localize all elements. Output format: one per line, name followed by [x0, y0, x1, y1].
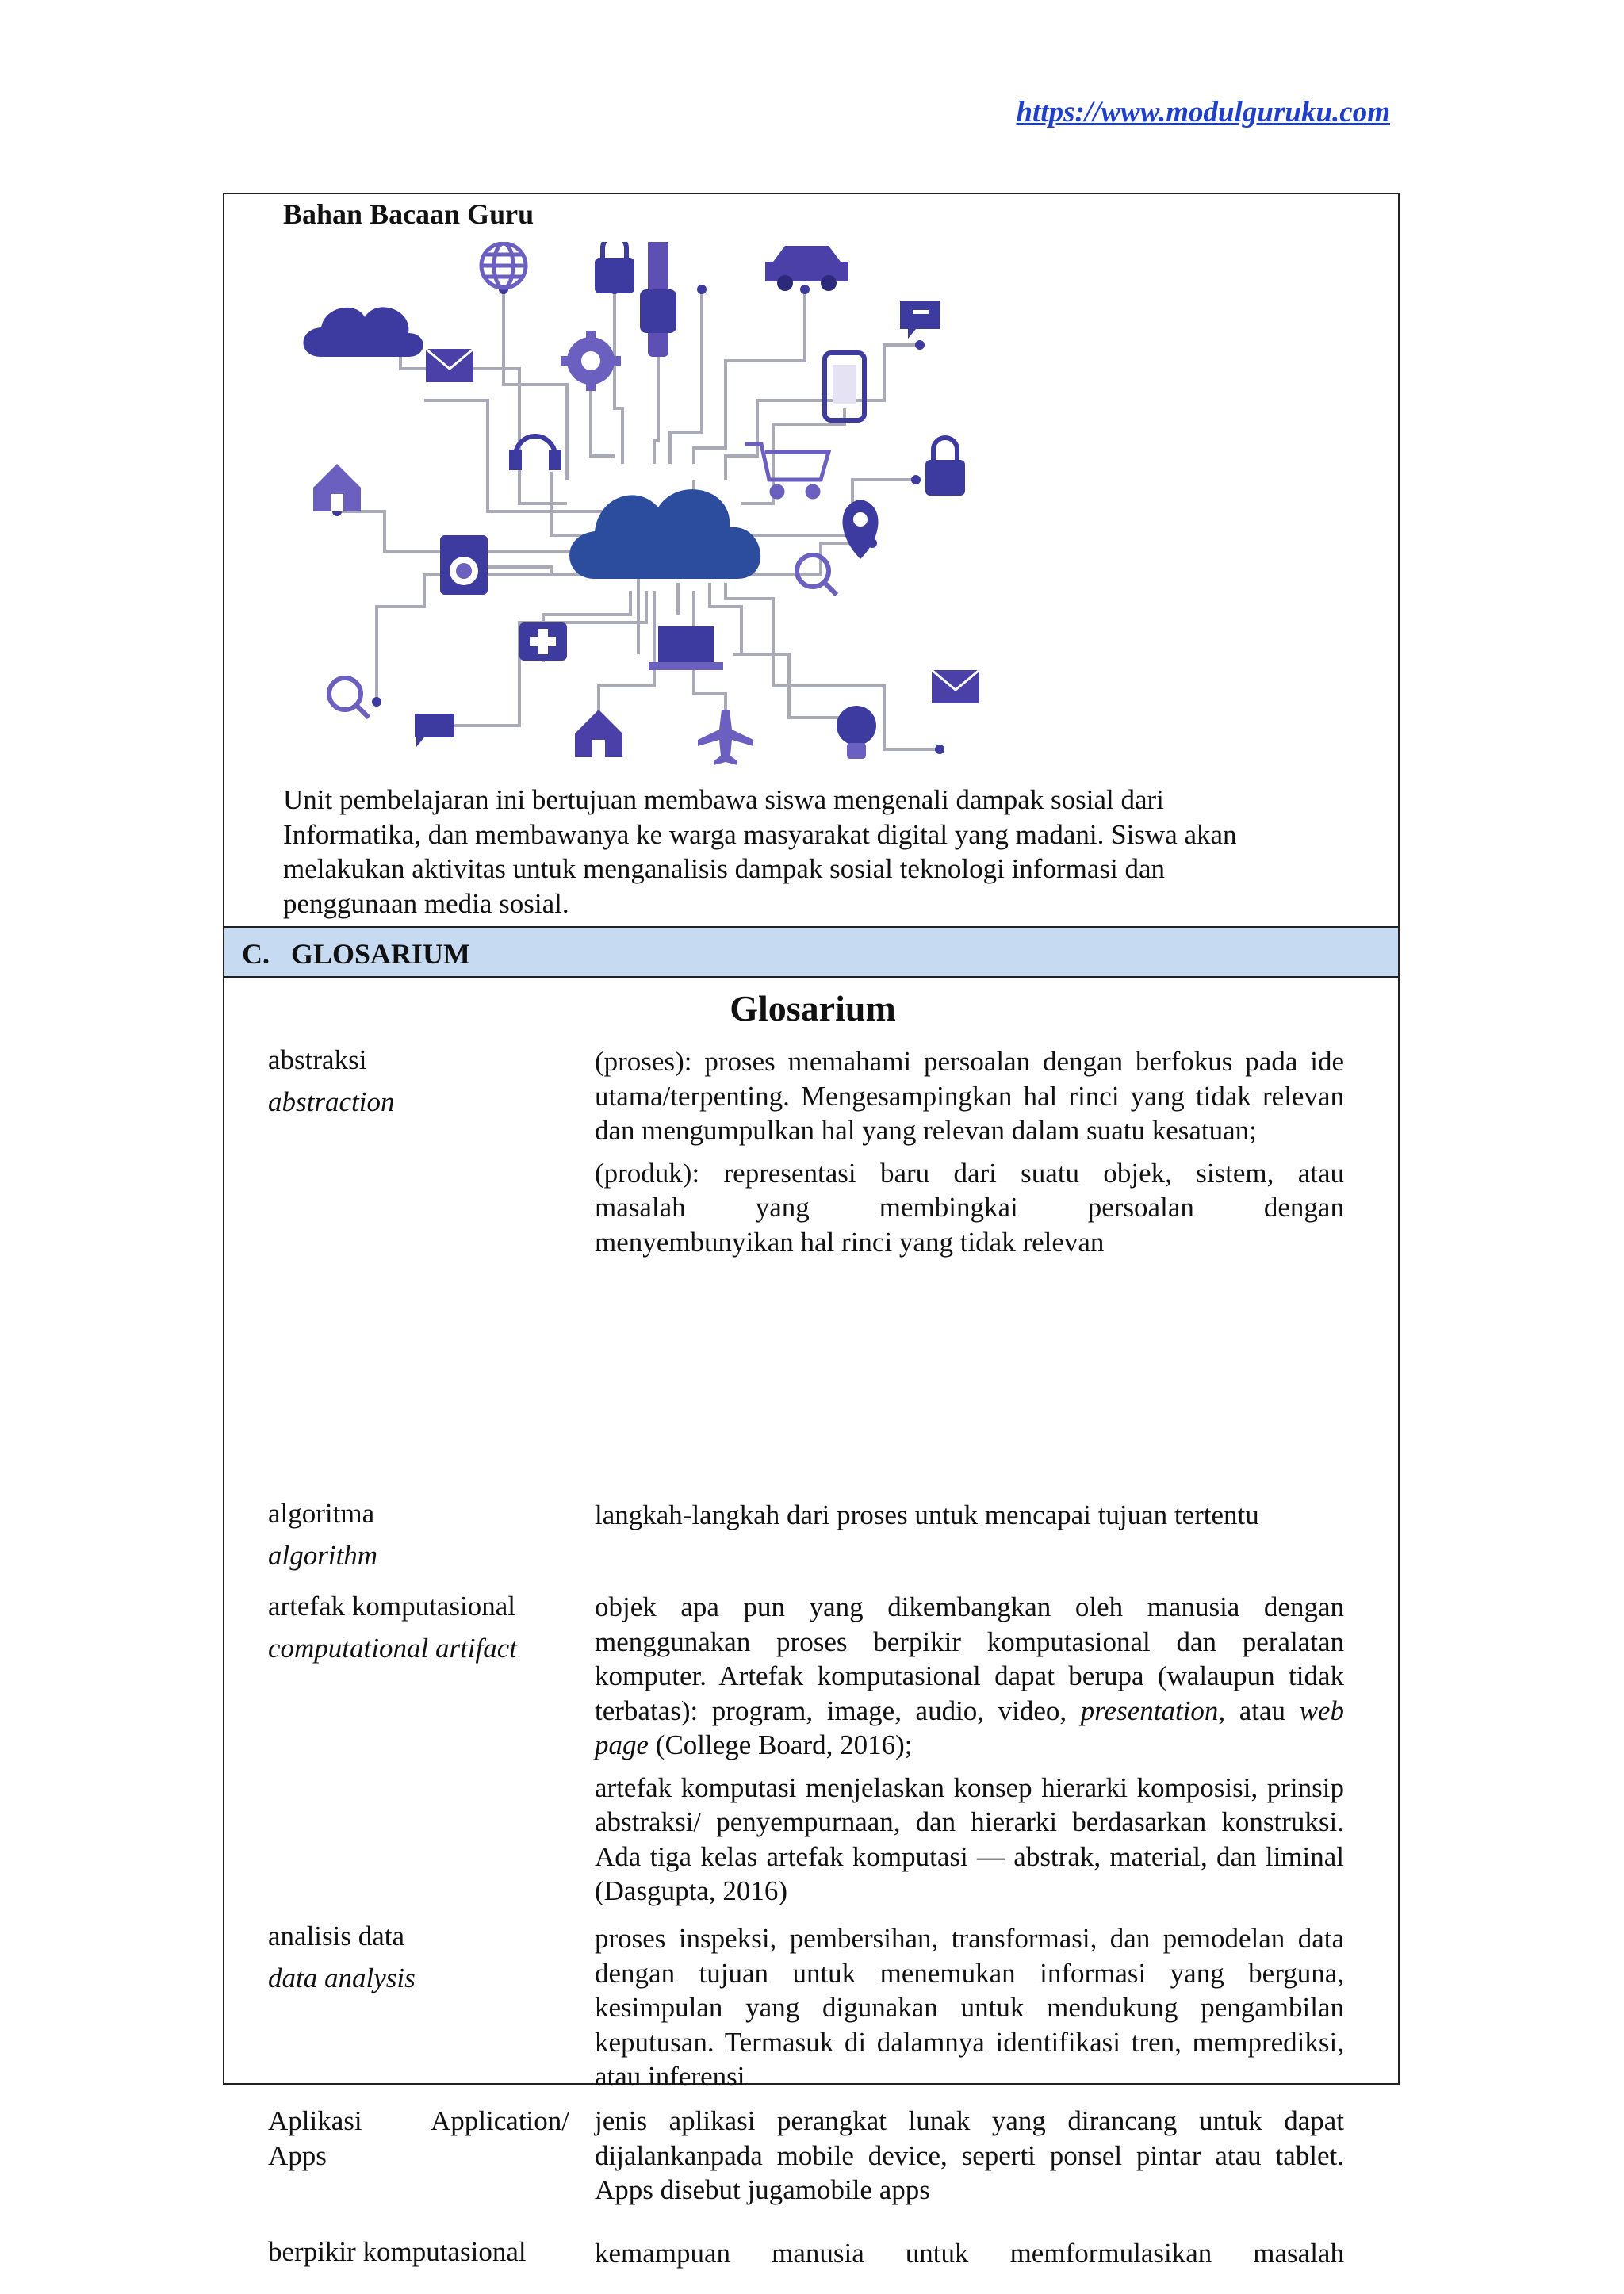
term-en: Apps	[268, 2140, 327, 2171]
term-id: berpikir komputasional	[268, 2236, 527, 2267]
header-url-link[interactable]: https://www.modulguruku.com	[1016, 96, 1390, 128]
spread-word: untuk	[905, 2238, 969, 2269]
term-id: abstraksi	[268, 1044, 367, 1075]
intro-line: penggunaan media sosial.	[283, 887, 569, 919]
definition-text: ,	[1218, 1695, 1226, 1726]
car-icon	[765, 246, 848, 291]
term-id: analisis data	[268, 1921, 405, 1951]
spread-word: memformulasikan	[1009, 2238, 1212, 2269]
definition-text-block	[595, 1590, 1344, 1763]
intro-paragraph	[283, 783, 1274, 921]
home-icon	[313, 464, 361, 511]
definition-spread-line	[595, 1190, 1344, 1225]
email-icon	[932, 670, 979, 703]
term-id: algoritma	[268, 1498, 375, 1529]
definition-text: atau	[1239, 1695, 1286, 1726]
spread-word: manusia	[772, 2238, 864, 2269]
location-pin-icon	[843, 500, 879, 559]
spread-word: masalah	[595, 1192, 686, 1223]
term-en: computational artifact	[268, 1633, 518, 1664]
definition-text: artefak komputasi menjelaskan konsep hierarki komposisi, prinsip abstraksi/ penyempurnaan, dan hierarki berdasarkan konstruksi. Ada tiga kelas artefak komputasi — abstrak, material, dan liminal (Dasgupta, 2016)	[595, 1771, 1344, 1906]
glossary-title: Glosarium	[730, 988, 896, 1028]
glossary-def-artefak-komputasional	[595, 1590, 1344, 1917]
definition-italic: presentation	[1080, 1695, 1219, 1726]
gear-icon	[561, 331, 621, 391]
spread-word: masalah	[1253, 2238, 1344, 2269]
content-frame	[223, 193, 1400, 2269]
glossary-term-abstraksi	[268, 1039, 569, 1123]
glossary-term-berpikir-komputasional	[268, 2231, 569, 2273]
spread-word: membingkai	[879, 1192, 1018, 1223]
intro-line: melakukan aktivitas untuk menganalisis dampak sosial teknologi informasi dan	[283, 853, 1166, 884]
smartwatch-icon	[640, 242, 676, 357]
lock-icon	[925, 438, 965, 496]
definition-text: (proses): proses memahami persoalan dengan berfokus pada ide utama/terpenting. Mengesampingkan hal rinci yang tidak relevan dan mengumpulkan hal yang relevan dalam suatu kesatuan;	[595, 1046, 1344, 1146]
house-icon	[575, 710, 622, 757]
glossary-def-aplikasi	[595, 2104, 1344, 2215]
search-icon	[329, 678, 369, 718]
term-en: algorithm	[268, 1540, 378, 1571]
chat-icon	[900, 301, 940, 339]
glossary-term-aplikasi	[268, 2104, 569, 2173]
definition-text: menyembunyikan hal rinci yang tidak relevan	[595, 1226, 1105, 1258]
laptop-icon	[649, 626, 723, 670]
term-id: artefak komputasional	[268, 1591, 515, 1622]
spread-word: yang	[755, 1192, 810, 1223]
section-header-glosarium	[224, 926, 1398, 978]
reading-title: Bahan Bacaan Guru	[283, 198, 534, 230]
glossary-def-berpikir-komputasional	[595, 2236, 1344, 2271]
term-en: abstraction	[268, 1086, 395, 1117]
lightbulb-icon	[837, 706, 876, 759]
chat-icon	[415, 714, 454, 747]
medical-kit-icon	[519, 622, 567, 661]
cloud-icon	[569, 489, 760, 579]
lock-icon	[595, 242, 634, 293]
glossary-def-analisis-data	[595, 1921, 1344, 2102]
glossary-def-algoritma	[595, 1498, 1344, 1541]
definition-italic: web page	[595, 1695, 1345, 1760]
definition-text: (produk): representasi baru dari suatu objek, sistem, atau	[595, 1157, 1344, 1189]
airplane-icon	[698, 710, 753, 765]
definition-text-block	[595, 1156, 1344, 1260]
definition-text: langkah-langkah dari proses untuk mencapai tujuan tertentu	[595, 1499, 1259, 1530]
intro-line: Informatika, dan membawanya ke warga masyarakat digital yang madani. Siswa akan	[283, 818, 1237, 850]
cloud-icon	[304, 307, 423, 357]
definition-text: proses inspeksi, pembersihan, transformasi, dan pemodelan data dengan tujuan untuk menemukan informasi yang berguna, kesimpulan yang digunakan untuk mendukung pengambilan keputusan. Termasuk di dalamnya identifikasi tren, memprediksi, atau inferensi	[595, 1923, 1344, 2092]
spread-word: kemampuan	[595, 2238, 731, 2269]
section-label: C. GLOSARIUM	[242, 938, 471, 970]
term-en-inline: Application/	[431, 2105, 569, 2136]
washing-machine-icon	[440, 535, 488, 595]
glossary-term-algoritma	[268, 1492, 569, 1576]
definition-text: (College Board, 2016);	[655, 1729, 913, 1760]
glossary-term-artefak-komputasional	[268, 1585, 569, 1669]
term-id-line	[268, 2104, 569, 2139]
definition-text: objek apa pun yang dikembangkan oleh manusia dengan menggunakan proses berpikir komputasional dan peralatan komputer. Artefak komputasional dapat berupa (walaupun tidak terbatas): program, image, audio, video,	[595, 1591, 1344, 1726]
spread-word: persoalan	[1087, 1192, 1194, 1223]
globe-icon	[481, 243, 526, 288]
glossary-def-abstraksi	[595, 1044, 1344, 1259]
term-en: data analysis	[268, 1963, 416, 1993]
email-icon	[426, 349, 473, 382]
intro-line: Unit pembelajaran ini bertujuan membawa siswa mengenali dampak sosial dari	[283, 784, 1164, 815]
term-id: Aplikasi	[268, 2105, 362, 2136]
spread-word: dengan	[1263, 1192, 1344, 1223]
definition-text: jenis aplikasi perangkat lunak yang dirancang untuk dapat dijalankanpada mobile device, seperti ponsel pintar atau tablet. Apps disebut jugamobile apps	[595, 2105, 1344, 2205]
glossary-term-analisis-data	[268, 1915, 569, 1999]
